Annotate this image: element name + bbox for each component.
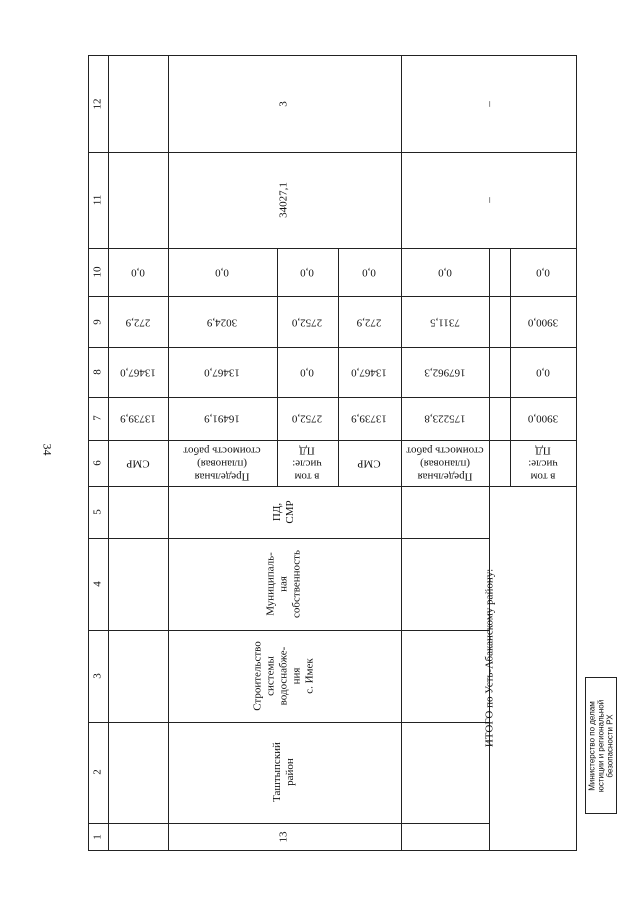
v3-c10: 0,0: [362, 266, 376, 279]
v0-c8: 13467,0: [120, 366, 156, 379]
v2-c7: 2752,0: [291, 412, 323, 425]
row13-col12: 3: [277, 101, 290, 107]
t1-c8: 0,0: [536, 366, 550, 379]
col-num-9: 9: [91, 319, 104, 325]
ministry-stamp: [585, 677, 617, 814]
v0-c9: 272,9: [125, 316, 151, 329]
t1-c9: 3900,0: [527, 316, 559, 329]
stage-cell: ПД, СМР: [271, 500, 296, 524]
col-num-2: 2: [91, 769, 104, 775]
v3-c9: 272,9: [356, 316, 382, 329]
row13-col11: 34027,1: [277, 182, 290, 218]
total-line-label-1: в том числе: ПД: [528, 444, 558, 483]
v1-c9: 3024,9: [206, 316, 238, 329]
col-num-5: 5: [91, 509, 104, 515]
col-num-4: 4: [91, 581, 104, 587]
t0-c8: 167962,3: [424, 366, 466, 379]
line-label-1: Предельная (плановая) стоимость работ: [183, 444, 261, 483]
v1-c7: 16491,9: [204, 412, 240, 425]
v1-c10: 0,0: [215, 266, 229, 279]
col-num-6: 6: [91, 460, 104, 466]
t0-c9: 7311,5: [430, 316, 460, 329]
col-num-10: 10: [91, 266, 104, 278]
v2-c10: 0,0: [300, 266, 314, 279]
stamp-text: Министерство по делам юстиции и региональной безопасности РХ: [587, 699, 615, 792]
line-label-2: в том числе: ПД: [292, 444, 322, 483]
line-label-3: СМР: [357, 457, 381, 470]
col-num-12: 12: [91, 98, 104, 110]
line-label-0: СМР: [126, 457, 150, 470]
t0-c10: 0,0: [438, 266, 452, 279]
ownership-cell: Муниципаль- ная собственность: [264, 550, 303, 618]
total-line-label-0: Предельная (плановая) стоимость работ: [406, 444, 484, 483]
t1-c7: 3900,0: [527, 412, 559, 425]
district-cell: Таштыпский район: [271, 742, 296, 802]
v1-c8: 13467,0: [204, 366, 240, 379]
v3-c8: 13467,0: [351, 366, 387, 379]
total-col11: –: [483, 197, 496, 203]
v3-c7: 13739,9: [351, 412, 387, 425]
t1-c10: 0,0: [536, 266, 550, 279]
v2-c9: 2752,0: [291, 316, 323, 329]
v2-c8: 0,0: [300, 366, 314, 379]
total-col12: –: [483, 101, 496, 107]
page-number: 34: [40, 443, 55, 456]
col-num-3: 3: [91, 673, 104, 679]
total-label: ИТОГО по Усть-Абаканскому району:: [483, 568, 496, 748]
row-number: 13: [277, 831, 290, 843]
col-num-7: 7: [91, 415, 104, 421]
v0-c10: 0,0: [131, 266, 145, 279]
t0-c7: 175223,8: [424, 412, 466, 425]
object-cell: Строительство системы водоснабже- ния с. Имек: [251, 641, 316, 711]
col-num-11: 11: [91, 194, 104, 206]
v0-c7: 13739,9: [120, 412, 156, 425]
col-num-8: 8: [91, 369, 104, 375]
col-num-1: 1: [91, 834, 104, 840]
